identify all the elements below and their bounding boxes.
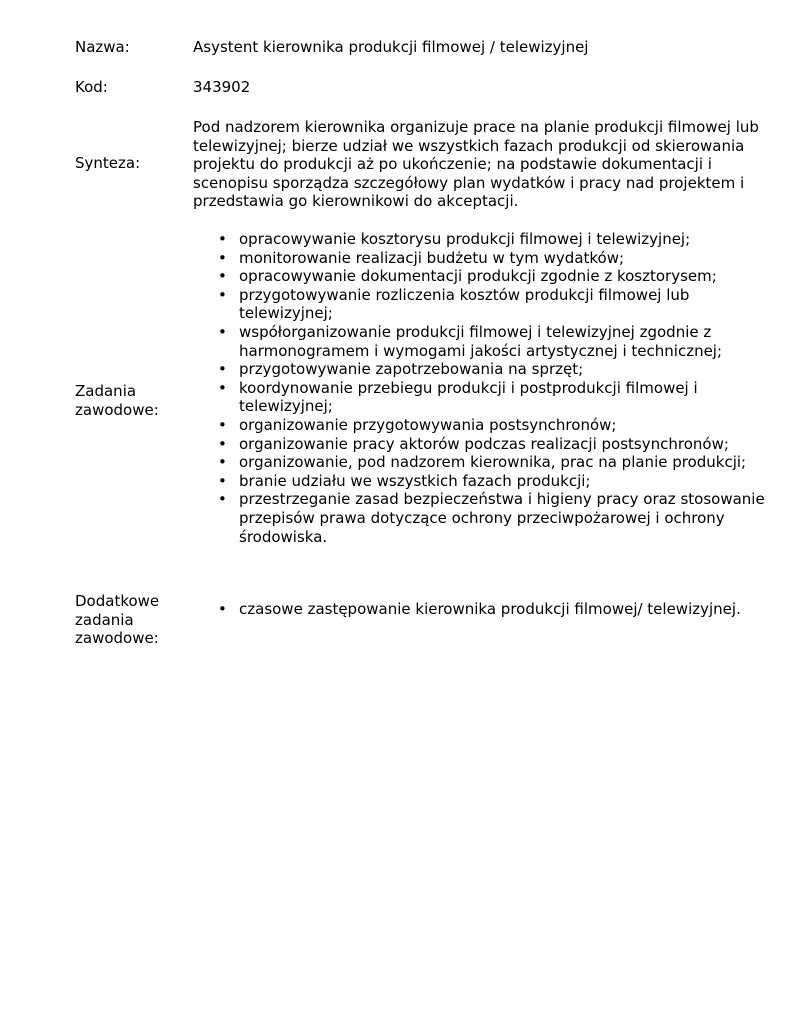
synthesis-label: Synteza: — [75, 154, 141, 172]
list-item-text: opracowywanie dokumentacji produkcji zgodnie z kosztorysem; — [239, 267, 717, 286]
bullet-icon: • — [218, 600, 227, 618]
list-item-text: czasowe zastępowanie kierownika produkcji filmowej/ telewizyjnej. — [239, 600, 741, 618]
list-item-text: organizowanie, pod nadzorem kierownika, prac na planie produkcji; — [239, 453, 747, 472]
list-item — [193, 286, 767, 323]
list-item — [193, 472, 767, 491]
additional-tasks-label: Dodatkowe zadania zawodowe: — [75, 592, 160, 648]
name-label: Nazwa: — [75, 38, 130, 56]
list-item — [193, 600, 767, 619]
bullet-icon: • — [218, 434, 227, 453]
list-item-text: współorganizowanie produkcji filmowej i telewizyjnej zgodnie z harmonogramem i wymogami jakości artystycznej i technicznej; — [239, 322, 723, 360]
bullet-icon: • — [218, 378, 227, 397]
bullet-icon: • — [218, 360, 227, 379]
list-item — [193, 379, 767, 416]
list-item — [193, 360, 767, 379]
additional-tasks-list-container — [193, 600, 767, 619]
synthesis-value: Pod nadzorem kierownika organizuje prace na planie produkcji filmowej lub telewizyjnej; bierze udział we wszystkich fazach produkcji od skierowania projektu do produkcji aż po ukończenie; na podstawie dokumentacji i scenopisu sporządza szczegółowy plan wydatków i pracy nad projektem i przedstawia go kierownikowi do akceptacji. — [193, 118, 759, 211]
bullet-icon: • — [218, 322, 227, 341]
bullet-icon: • — [218, 285, 227, 304]
list-item-text: monitorowanie realizacji budżetu w tym wydatków; — [239, 248, 625, 267]
list-item — [193, 323, 767, 360]
bullet-icon: • — [218, 230, 227, 248]
list-item — [193, 249, 767, 268]
list-item — [193, 230, 767, 249]
code-label: Kod: — [75, 78, 108, 96]
additional-tasks-list — [193, 600, 767, 619]
bullet-icon: • — [218, 267, 227, 286]
tasks-label: Zadania zawodowe: — [75, 382, 159, 419]
bullet-icon: • — [218, 415, 227, 434]
bullet-icon: • — [218, 471, 227, 490]
list-item-text: przygotowywanie rozliczenia kosztów produkcji filmowej lub telewizyjnej; — [239, 285, 690, 323]
list-item-text: przygotowywanie zapotrzebowania na sprzęt; — [239, 360, 584, 379]
bullet-icon: • — [218, 490, 227, 509]
list-item — [193, 453, 767, 472]
list-item-text: przestrzeganie zasad bezpieczeństwa i higieny pracy oraz stosowanie przepisów prawa dotyczące ochrony przeciwpożarowej i ochrony środowiska. — [239, 490, 765, 546]
bullet-icon: • — [218, 248, 227, 267]
name-value: Asystent kierownika produkcji filmowej / telewizyjnej — [193, 38, 589, 56]
list-item-text: opracowywanie kosztorysu produkcji filmowej i telewizyjnej; — [239, 230, 691, 248]
tasks-list — [193, 230, 767, 546]
list-item-text: organizowanie pracy aktorów podczas realizacji postsynchronów; — [239, 434, 729, 453]
tasks-list-container — [193, 230, 767, 546]
list-item — [193, 435, 767, 454]
bullet-icon: • — [218, 453, 227, 472]
list-item — [193, 416, 767, 435]
list-item-text: branie udziału we wszystkich fazach produkcji; — [239, 471, 591, 490]
code-value: 343902 — [193, 78, 251, 96]
list-item — [193, 267, 767, 286]
list-item-text: organizowanie przygotowywania postsynchronów; — [239, 415, 617, 434]
list-item-text: koordynowanie przebiegu produkcji i postprodukcji filmowej i telewizyjnej; — [239, 378, 698, 416]
list-item — [193, 490, 767, 546]
